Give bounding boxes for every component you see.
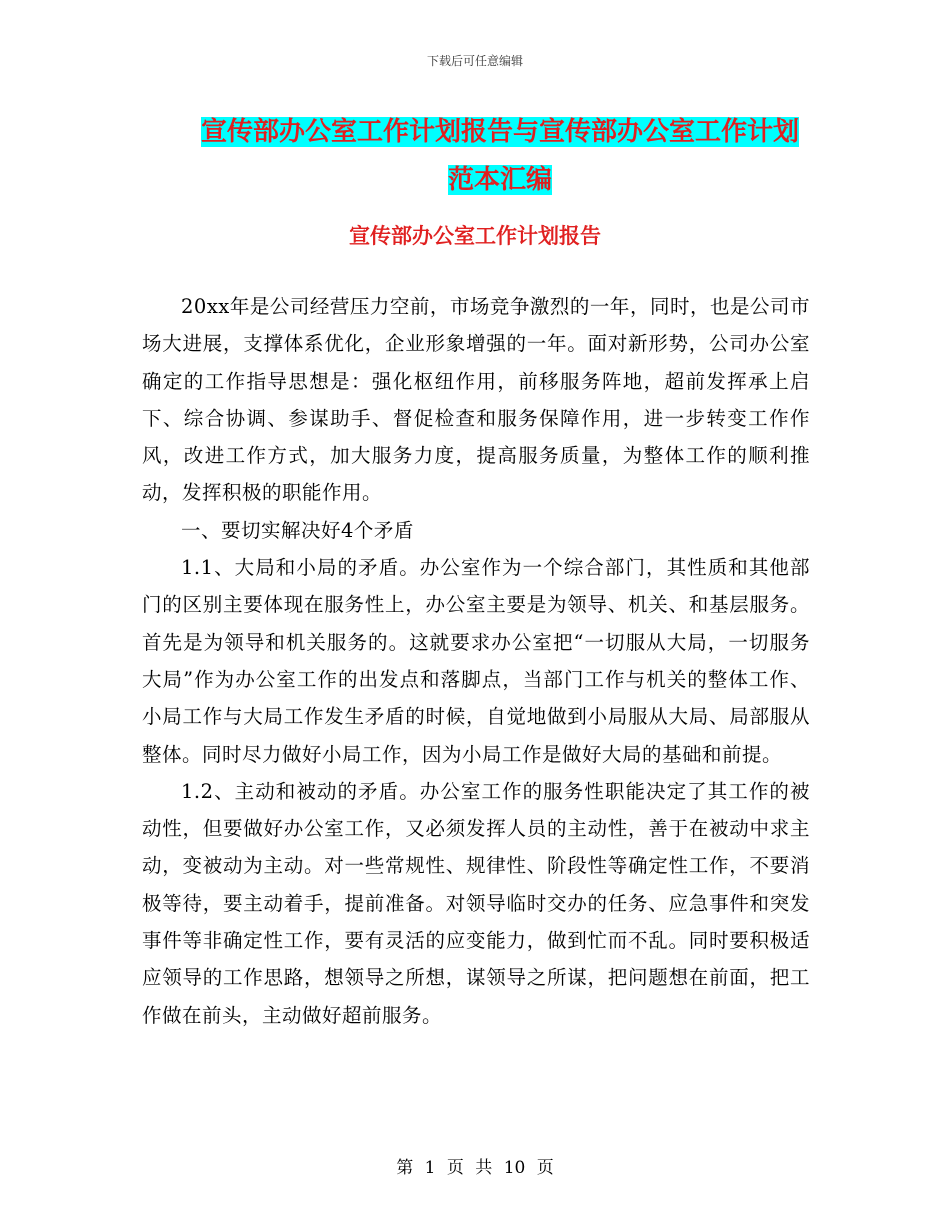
paragraph-1-1: 1.1、大局和小局的矛盾。办公室作为一个综合部门，其性质和其他部门的区别主要体现在服务性上，办公室主要是为领导、机关、和基层服务。首先是为领导和机关服务的。这就要求办公室把“一切服从大局，一切服务大局”作为办公室工作的出发点和落脚点，当部门工作与机关的整体工作、小局工作与大局工作发生矛盾的时候，自觉地做到小局服从大局、局部服从整体。同时尽力做好小局工作，因为小局工作是做好大局的基础和前提。 [142, 556, 810, 766]
document-title-line2: 范本汇编 [447, 165, 552, 195]
header-note: 下载后可任意编辑 [426, 54, 523, 68]
body-text [142, 288, 810, 1034]
document-title-line1: 宣传部办公室工作计划报告与宣传部办公室工作计划 [200, 117, 799, 147]
section-title: 宣传部办公室工作计划报告 [349, 224, 601, 248]
page-footer: 第 1 页 共 10 页 [396, 1158, 554, 1178]
document-title [140, 108, 860, 204]
paragraph-1-2: 1.2、主动和被动的矛盾。办公室工作的服务性职能决定了其工作的被动性，但要做好办公室工作，又必须发挥人员的主动性，善于在被动中求主动，变被动为主动。对一些常规性、规律性、阶段性等确定性工作，不要消极等待，要主动着手，提前准备。对领导临时交办的任务、应急事件和突发事件等非确定性工作，要有灵活的应变能力，做到忙而不乱。同时要积极适应领导的工作思路，想领导之所想，谋领导之所谋，把问题想在前面，把工作做在前头，主动做好超前服务。 [142, 779, 810, 1027]
paragraph-intro: 20xx年是公司经营压力空前，市场竞争激烈的一年，同时，也是公司市场大进展，支撑体系优化，企业形象增强的一年。面对新形势，公司办公室确定的工作指导思想是：强化枢纽作用，前移服务阵地，超前发挥承上启下、综合协调、参谋助手、督促检查和服务保障作用，进一步转变工作作风，改进工作方式，加大服务力度，提高服务质量，为整体工作的顺利推动，发挥积极的职能作用。 [142, 295, 810, 505]
paragraph-heading-1: 一、要切实解决好4个矛盾 [181, 518, 414, 542]
